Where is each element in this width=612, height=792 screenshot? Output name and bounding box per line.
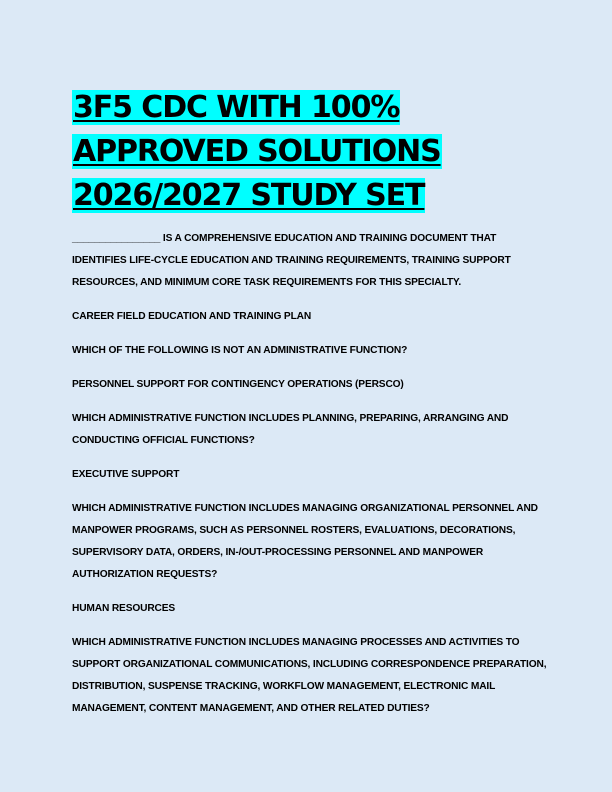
- answer-paragraph: EXECUTIVE SUPPORT: [72, 469, 180, 480]
- question-paragraph: WHICH ADMINISTRATIVE FUNCTION INCLUDES MANAGING ORGANIZATIONAL PERSONNEL AND MANPOWER PROGRAMS, SUCH AS PERSONNEL ROSTERS, EVALUATIONS, DECORATIONS, SUPERVISORY DATA, ORDERS, IN-/OUT-PROCESSING PERSONNEL AND MANPOWER AUTHORIZATION REQUESTS?: [72, 503, 538, 580]
- title-line-2: APPROVED SOLUTIONS: [73, 134, 441, 169]
- question-paragraph: WHICH ADMINISTRATIVE FUNCTION INCLUDES MANAGING PROCESSES AND ACTIVITIES TO SUPPORT ORGANIZATIONAL COMMUNICATIONS, INCLUDING CORRESPONDENCE PREPARATION, DISTRIBUTION, SUSPENSE TRACKING, WORKFLOW MANAGEMENT, ELECTRONIC MAIL MANAGEMENT, CONTENT MANAGEMENT, AND OTHER RELATED DUTIES?: [72, 637, 547, 714]
- study-set-body: [72, 228, 547, 720]
- answer-paragraph: CAREER FIELD EDUCATION AND TRAINING PLAN: [72, 311, 312, 322]
- question-paragraph: ________________ IS A COMPREHENSIVE EDUCATION AND TRAINING DOCUMENT THAT IDENTIFIES LIFE-CYCLE EDUCATION AND TRAINING REQUIREMENTS, TRAINING SUPPORT RESOURCES, AND MINIMUM CORE TASK REQUIREMENTS FOR THIS SPECIALTY.: [72, 233, 511, 288]
- question-paragraph: WHICH ADMINISTRATIVE FUNCTION INCLUDES PLANNING, PREPARING, ARRANGING AND CONDUCTING OFFICIAL FUNCTIONS?: [72, 413, 509, 446]
- title-line-3: 2026/2027 STUDY SET: [73, 178, 425, 213]
- document-title: [72, 86, 547, 218]
- answer-paragraph: PERSONNEL SUPPORT FOR CONTINGENCY OPERATIONS (PERSCO): [72, 379, 404, 390]
- title-line-1: 3F5 CDC WITH 100%: [73, 90, 400, 125]
- document-page: [72, 86, 547, 732]
- question-paragraph: WHICH OF THE FOLLOWING IS NOT AN ADMINISTRATIVE FUNCTION?: [72, 345, 408, 356]
- answer-paragraph: HUMAN RESOURCES: [72, 603, 176, 614]
